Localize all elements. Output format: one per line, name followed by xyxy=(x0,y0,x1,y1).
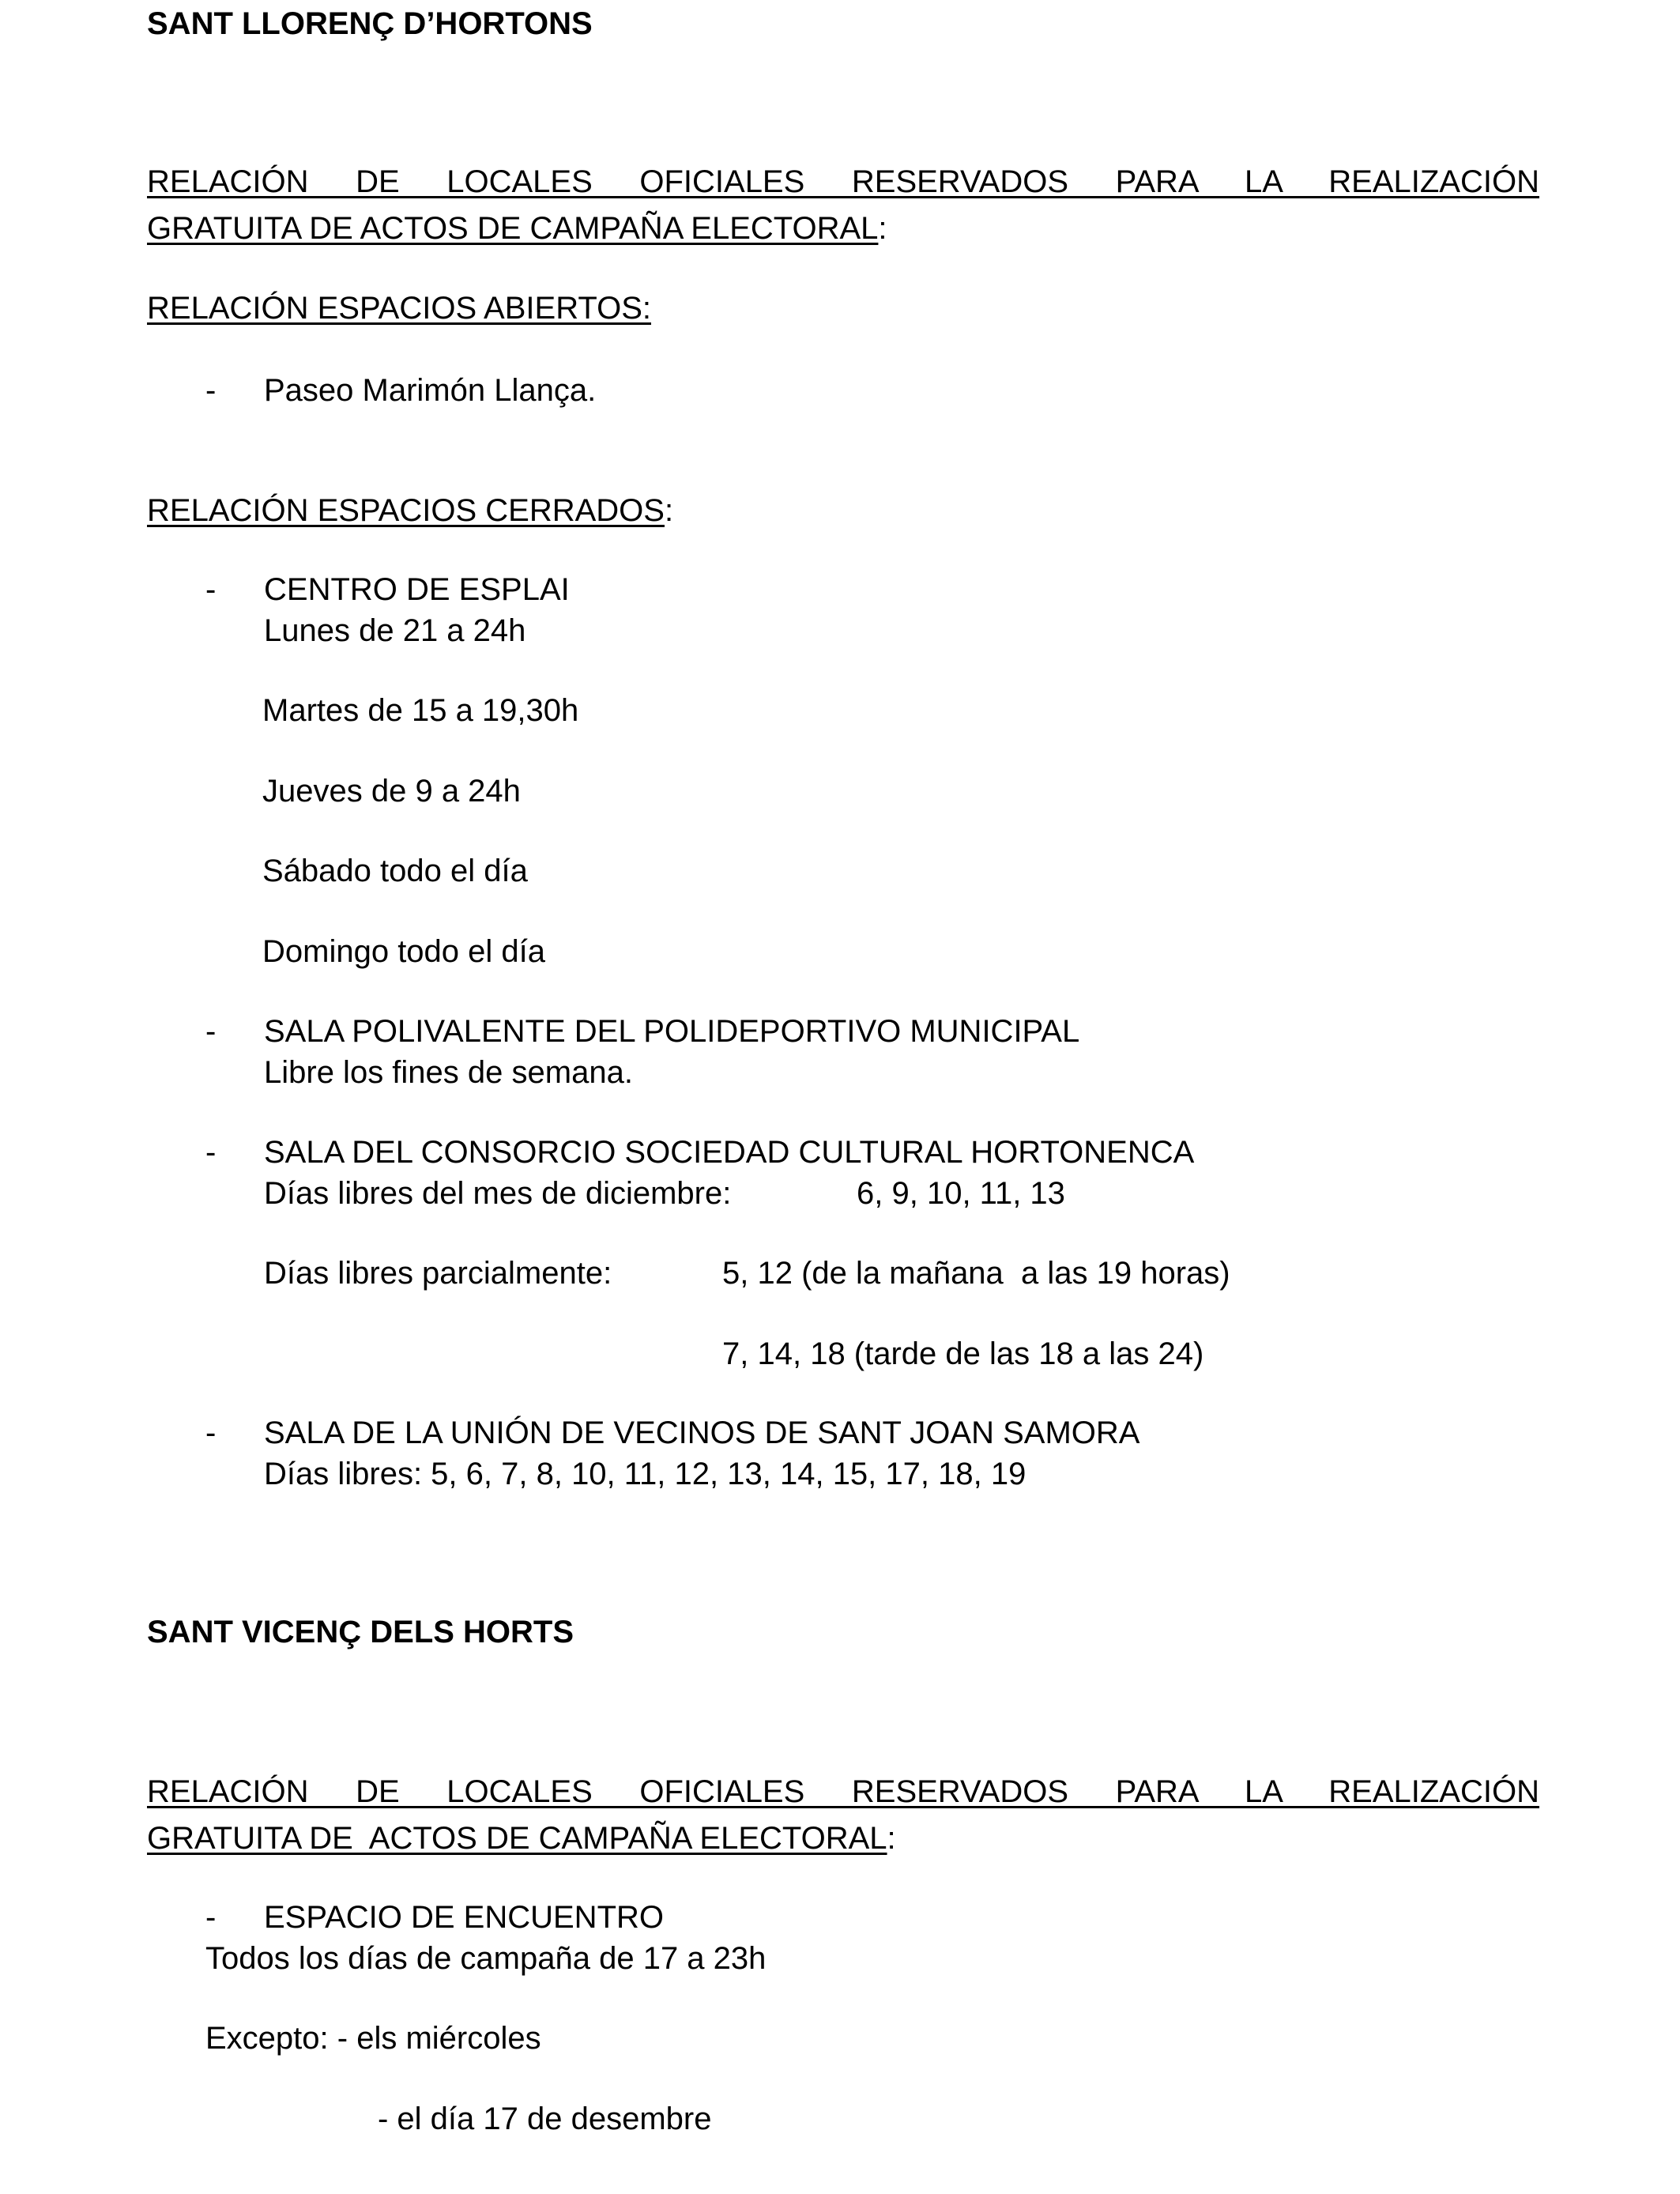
schedule-line: Libre los fines de semana. xyxy=(264,1055,633,1090)
list-bullet: - xyxy=(205,1416,217,1450)
closed-space-name: SALA DE LA UNIÓN DE VECINOS DE SANT JOAN SAMORA xyxy=(264,1416,1140,1450)
schedule-line: Sábado todo el día xyxy=(262,854,528,888)
space-name: ESPACIO DE ENCUENTRO xyxy=(264,1900,664,1935)
list-bullet: - xyxy=(205,373,217,408)
list-bullet: - xyxy=(205,572,217,607)
closed-space-name: CENTRO DE ESPLAI xyxy=(264,572,570,607)
list-bullet: - xyxy=(205,1135,217,1170)
exception-label: Excepto: xyxy=(205,2021,329,2056)
closed-spaces-heading-colon: : xyxy=(664,493,674,528)
closed-space-name: SALA POLIVALENTE DEL POLIDEPORTIVO MUNICIPAL xyxy=(264,1014,1080,1049)
free-days-value: 6, 9, 10, 11, 13 xyxy=(857,1176,1065,1211)
free-days-label: Días libres del mes de diciembre: xyxy=(264,1176,732,1211)
exception-item: - el día 17 de desembre xyxy=(378,2102,712,2136)
section-heading-sant-vicenc: SANT VICENÇ DELS HORTS xyxy=(147,1615,574,1649)
section-title-line-2-underlined: GRATUITA DE ACTOS DE CAMPAÑA ELECTORAL xyxy=(147,211,879,246)
closed-spaces-heading xyxy=(147,492,673,530)
open-space-item: Paseo Marimón Llança. xyxy=(264,373,597,408)
schedule-line: Lunes de 21 a 24h xyxy=(264,613,526,648)
partial-days-value: 7, 14, 18 (tarde de las 18 a las 24) xyxy=(722,1336,1204,1371)
schedule-line: Jueves de 9 a 24h xyxy=(262,774,521,809)
exception-item: - els miércoles xyxy=(337,2021,541,2056)
closed-space-name: SALA DEL CONSORCIO SOCIEDAD CULTURAL HORTONENCA xyxy=(264,1135,1195,1170)
open-spaces-heading: RELACIÓN ESPACIOS ABIERTOS: xyxy=(147,291,651,326)
exception-line xyxy=(205,2019,541,2057)
schedule-line: Días libres: 5, 6, 7, 8, 10, 11, 12, 13, 14, 15, 17, 18, 19 xyxy=(264,1457,1026,1491)
list-bullet: - xyxy=(205,1014,217,1049)
section-title-line-1: RELACIÓN DE LOCALES OFICIALES RESERVADOS PARA LA REALIZACIÓN xyxy=(147,1774,1539,1809)
section-heading-sant-llorenc: SANT LLORENÇ D’HORTONS xyxy=(147,6,593,41)
partial-days-value: 5, 12 (de la mañana a las 19 horas) xyxy=(722,1256,1230,1291)
partial-days-label: Días libres parcialmente: xyxy=(264,1256,612,1291)
closed-spaces-heading-underlined: RELACIÓN ESPACIOS CERRADOS xyxy=(147,493,665,528)
schedule-line: Martes de 15 a 19,30h xyxy=(262,693,579,728)
section-title-line-2 xyxy=(147,1819,896,1857)
schedule-line: Domingo todo el día xyxy=(262,934,546,969)
schedule-line: Todos los días de campaña de 17 a 23h xyxy=(205,1941,767,1976)
section-title-line-2-colon: : xyxy=(887,1821,896,1856)
list-bullet: - xyxy=(205,1900,217,1935)
section-title-line-2-colon: : xyxy=(878,211,887,246)
section-title-line-2 xyxy=(147,209,887,247)
section-title-line-1: RELACIÓN DE LOCALES OFICIALES RESERVADOS PARA LA REALIZACIÓN xyxy=(147,164,1539,199)
section-title-line-2-underlined: GRATUITA DE ACTOS DE CAMPAÑA ELECTORAL xyxy=(147,1821,887,1856)
